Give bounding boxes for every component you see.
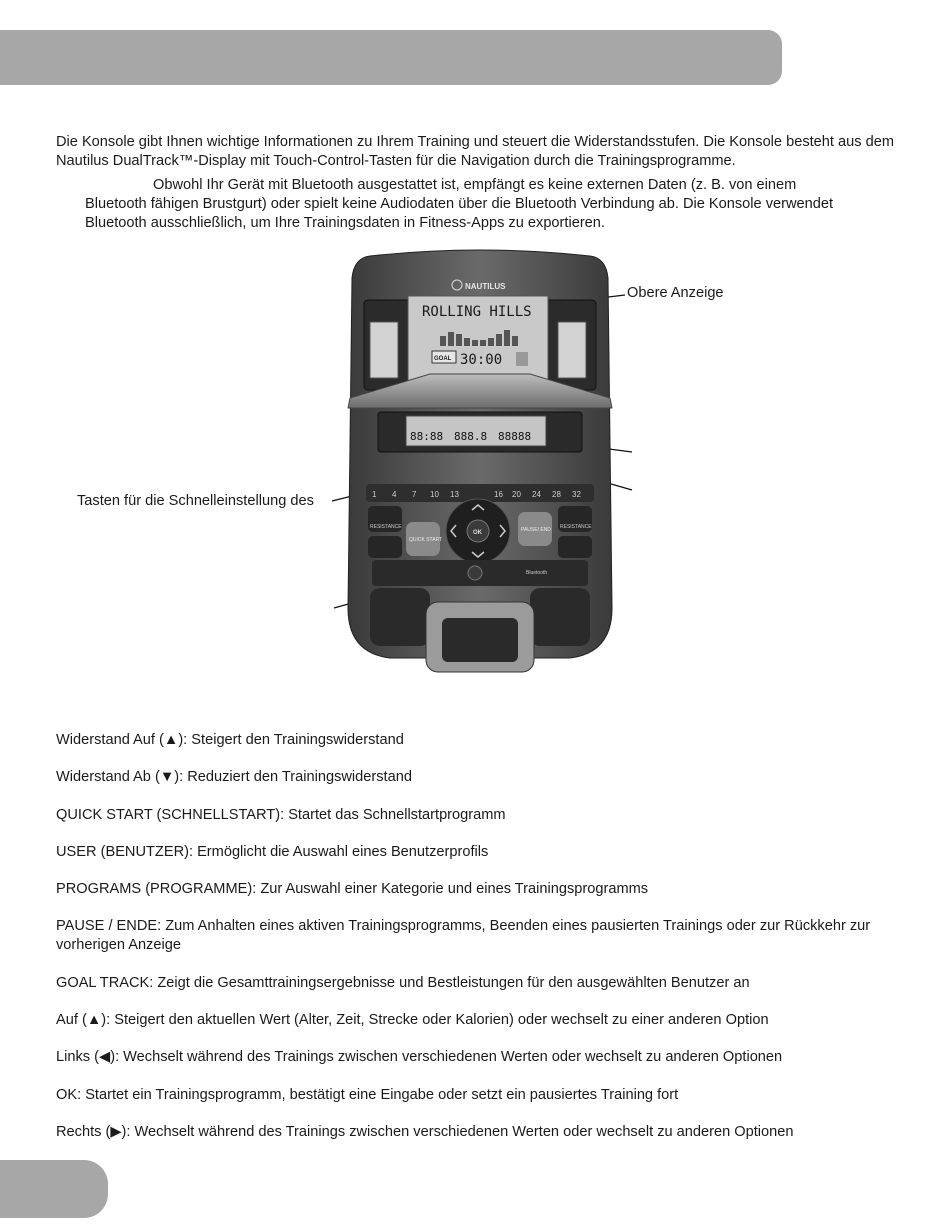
resistance-label-right: RESISTANCE [560, 524, 592, 530]
note-line-3: Bluetooth ausschließlich, um Ihre Trainingsdaten in Fitness-Apps zu exportieren. [85, 215, 605, 231]
callout-quick-keys: Tasten für die Schnelleinstellung des [77, 493, 314, 509]
definition-user: USER (BENUTZER): Ermöglicht die Auswahl eines Benutzerprofils [56, 843, 489, 860]
quick-key-10[interactable]: 10 [430, 490, 439, 499]
bluetooth-label: Bluetooth [526, 570, 548, 576]
quick-start-label: QUICK START [409, 537, 443, 543]
definitions-list [56, 731, 906, 1160]
quick-key-1[interactable]: 1 [372, 490, 377, 499]
definition-up: Auf (▲): Steigert den aktuellen Wert (Alter, Zeit, Strecke oder Kalorien) oder wechselt zu einer anderen Option [56, 1012, 769, 1029]
program-name-display: ROLLING HILLS [422, 304, 532, 320]
callout-upper-display: Obere Anzeige [627, 285, 724, 301]
definition-resistance-down: Widerstand Ab (▼): Reduziert den Trainingswiderstand [56, 769, 412, 786]
quick-key-7[interactable]: 7 [412, 490, 417, 499]
intro-paragraph: Die Konsole gibt Ihnen wichtige Informationen zu Ihrem Training und steuert die Widerstandsstufen. Die Konsole besteht aus dem Nautilus DualTrack™-Display mit Touch-Control-Tasten für die Navigation durch die Trainingsprogramme. [56, 134, 894, 169]
resistance-down-button[interactable] [368, 536, 402, 558]
definition-left: Links (◀): Wechselt während des Trainings zwischen verschiedenen Werten oder wechselt zu anderen Optionen [56, 1049, 783, 1066]
quick-key-28[interactable]: 28 [552, 490, 561, 499]
star-icon [516, 352, 528, 366]
quick-key-13[interactable]: 13 [450, 490, 459, 499]
time-display: 30:00 [460, 352, 503, 368]
page-number-tab [0, 1160, 108, 1218]
right-speaker [530, 588, 590, 646]
ok-label: OK [473, 530, 482, 536]
quick-key-4[interactable]: 4 [392, 490, 397, 499]
lower-digit-calories: 88888 [498, 430, 532, 443]
fan-vent[interactable] [442, 618, 518, 662]
console-illustration [330, 248, 630, 688]
goal-track-button[interactable] [468, 566, 482, 580]
resistance-down-right-button[interactable] [558, 536, 592, 558]
definition-goal-track: GOAL TRACK: Zeigt die Gesamttrainingsergebnisse und Bestleistungen für den ausgewählten Benutzer an [56, 974, 750, 991]
definition-programs: PROGRAMS (PROGRAMME): Zur Auswahl einer Kategorie und eines Trainingsprogramms [56, 881, 649, 898]
note-line-1: Obwohl Ihr Gerät mit Bluetooth ausgestattet ist, empfängt es keine externen Daten (z. B. von einem [153, 177, 797, 193]
quick-key-16[interactable]: 16 [494, 490, 503, 499]
note-line-2: Bluetooth fähigen Brustgurt) oder spielt keine Audiodaten über die Bluetooth Verbindung ab. Die Konsole verwendet [85, 196, 834, 212]
left-speaker [370, 588, 430, 646]
left-level-bar [370, 322, 398, 378]
resistance-label-left: RESISTANCE [370, 524, 402, 530]
quick-key-20[interactable]: 20 [512, 490, 521, 499]
pause-end-label: PAUSE/ END [521, 527, 551, 533]
right-level-bar [558, 322, 586, 378]
definition-ok: OK: Startet ein Trainingsprogramm, bestätigt eine Eingabe oder setzt ein pausiertes Training fort [56, 1086, 679, 1103]
brand-name: NAUTILUS [465, 282, 506, 291]
lower-digit-time: 88:88 [410, 430, 444, 443]
goal-label: GOAL [434, 356, 452, 362]
definition-resistance-up: Widerstand Auf (▲): Steigert den Trainingswiderstand [56, 732, 404, 748]
definition-pause-end: PAUSE / ENDE: Zum Anhalten eines aktiven Trainingsprogramms, Beenden eines pausierten Trainings oder zur Rückkehr zur vorherigen Anzeige [56, 918, 871, 954]
definition-right: Rechts (▶): Wechselt während des Trainings zwischen verschiedenen Werten oder wechselt zu anderen Optionen [56, 1123, 794, 1140]
lower-digit-distance: 888.8 [454, 430, 488, 443]
quick-key-32[interactable]: 32 [572, 490, 581, 499]
definition-quick-start: QUICK START (SCHNELLSTART): Startet das Schnellstartprogramm [56, 806, 506, 823]
quick-key-24[interactable]: 24 [532, 490, 541, 499]
